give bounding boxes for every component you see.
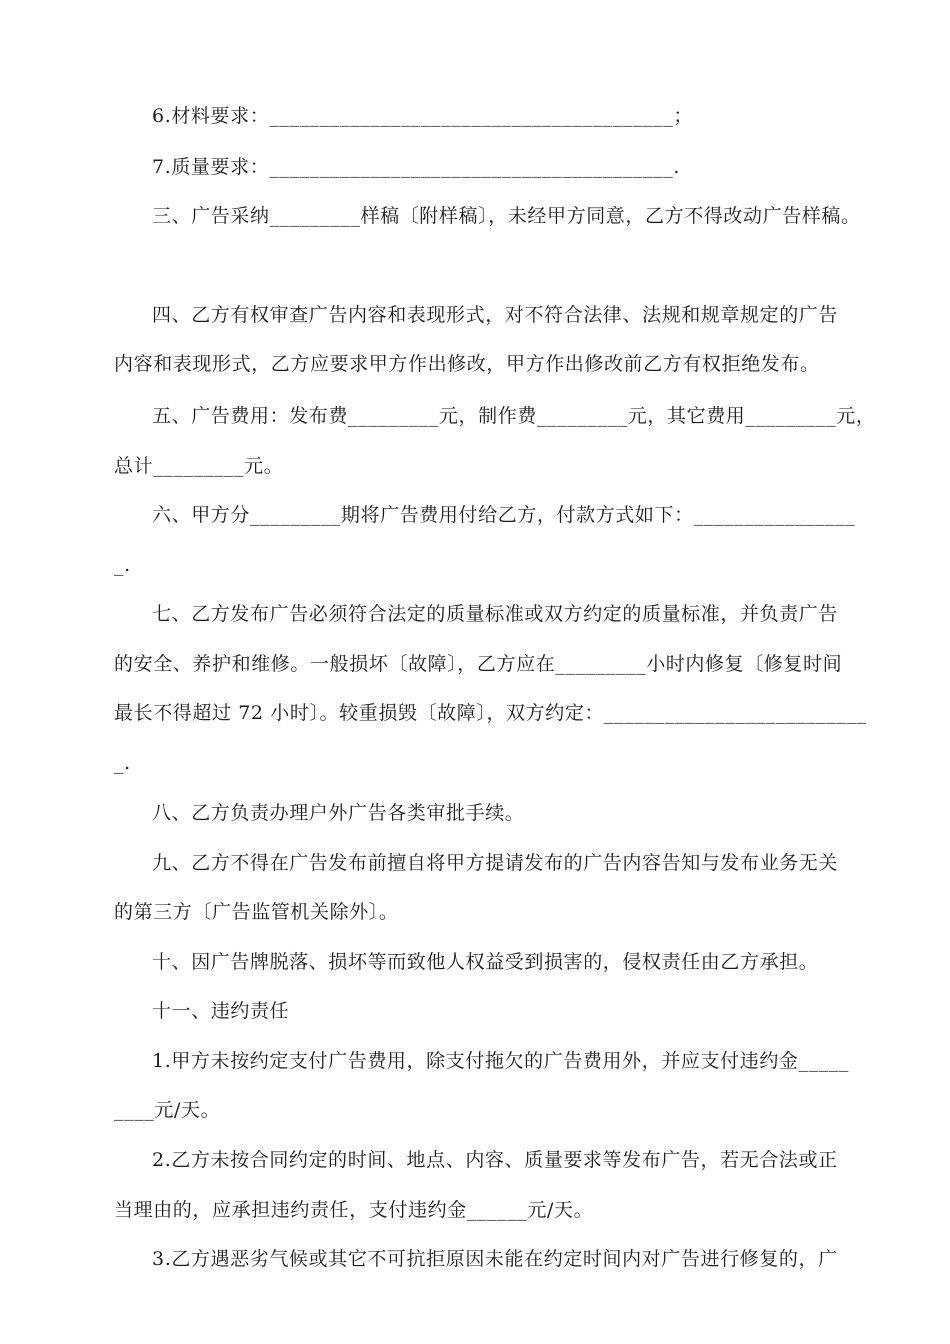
text-line: 1.甲方未按约定支付广告费用，除支付拖欠的广告费用外，并应支付违约金_____ [152,1050,850,1072]
text-line: 十一、违约责任 [152,1000,290,1022]
text-line: 十、因广告牌脱落、损坏等而致他人权益受到损害的，侵权责任由乙方承担。 [152,951,819,973]
text-line: 的安全、养护和维修。一般损坏〔故障〕，乙方应在_________小时内修复〔修复时间 [114,653,843,675]
text-line: 最长不得超过 72 小时〕。较重损毁〔故障〕，双方约定：__________________________ [114,702,867,724]
text-line: 内容和表现形式，乙方应要求甲方作出修改，甲方作出修改前乙方有权拒绝发布。 [114,353,820,375]
text-line: 2.乙方未按合同约定的时间、地点、内容、质量要求等发布广告，若无合法或正 [152,1149,838,1171]
text-line: 7.质量要求：________________________________________. [152,156,680,178]
text-line: ____元/天。 [114,1099,221,1121]
text-line: _. [114,752,131,774]
text-line: 6.材料要求：________________________________________； [152,105,693,127]
text-line: 当理由的，应承担违约责任，支付违约金______元/天。 [114,1199,594,1221]
text-line: 六、甲方分_________期将广告费用付给乙方，付款方式如下：________________ [152,504,856,526]
text-line: 四、乙方有权审查广告内容和表现形式，对不符合法律、法规和规章规定的广告 [152,304,839,326]
text-line: 三、广告采纳_________样稿〔附样稿〕，未经甲方同意，乙方不得改动广告样稿。 [152,205,861,227]
text-line: 总计_________元。 [114,455,284,477]
text-line: 九、乙方不得在广告发布前擅自将甲方提请发布的广告内容告知与发布业务无关 [152,852,839,874]
text-line: 的第三方〔广告监管机关除外〕。 [114,901,399,923]
text-line: 七、乙方发布广告必须符合法定的质量标准或双方约定的质量标准，并负责广告 [152,603,839,625]
text-line: 八、乙方负责办理户外广告各类审批手续。 [152,802,525,824]
text-line: 3.乙方遇恶劣气候或其它不可抗拒原因未能在约定时间内对广告进行修复的，广 [152,1248,838,1270]
text-line: 五、广告费用：发布费_________元，制作费_________元，其它费用_________元， [152,405,876,427]
text-line: _. [114,554,131,576]
